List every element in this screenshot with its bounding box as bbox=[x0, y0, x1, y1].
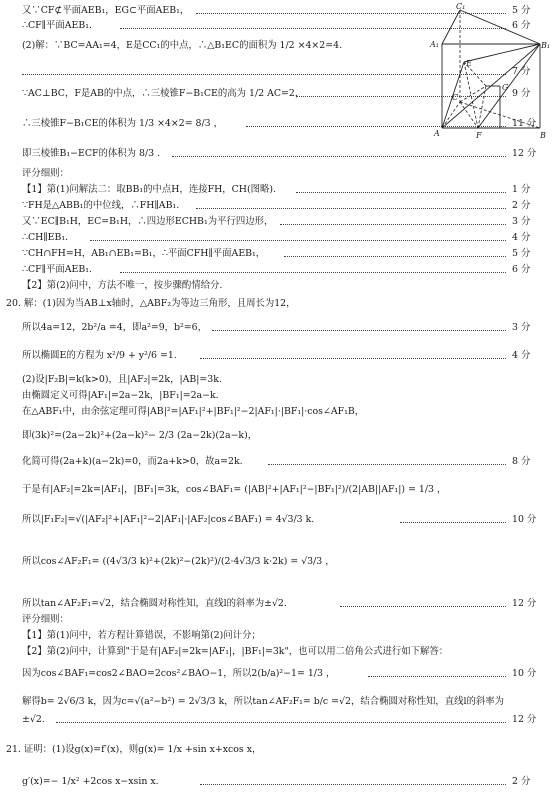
line-text: 【1】第(1)问中，若方程计算错误，不影响第(2)问计分； bbox=[22, 630, 261, 641]
leader-dots bbox=[284, 256, 506, 257]
line-text: 评分细则： bbox=[22, 168, 69, 179]
line-text: 因为cos∠BAF₁=cos2∠BAO=2cos²∠BAO−1，所以2(b/a)²−1= 1/3 ， bbox=[22, 668, 336, 679]
line-text: ∴三棱锥F−B₁CE的体积为 1/3 ×4×2= 8/3 ， bbox=[22, 118, 223, 129]
leader-dots bbox=[172, 156, 506, 157]
leader-dots bbox=[56, 722, 506, 723]
score-label: 5 分 bbox=[512, 248, 531, 259]
score-label: 6 分 bbox=[512, 20, 531, 31]
line-text: ±√2. bbox=[22, 714, 45, 725]
label-f: F bbox=[476, 131, 482, 140]
score-label: 1 分 bbox=[512, 184, 531, 195]
score-label: 3 分 bbox=[512, 322, 531, 333]
line-text: 【2】第(2)问中，计算到"于是有|AF₂|=2k=|AF₁|，|BF₁|=3k"，也可以用二倍角公式进行如下解答： bbox=[22, 646, 449, 657]
line-text: 所以tan∠AF₂F₁=√2，结合椭圆对称性知，直线l的斜率为±√2. bbox=[22, 598, 287, 609]
line-text: 所以4a=12，2b²/a =4，即a²=9，b²=6， bbox=[22, 322, 207, 333]
score-label: 6 分 bbox=[512, 264, 531, 275]
label-a: A bbox=[434, 129, 440, 138]
score-label: 7 分 bbox=[512, 66, 531, 77]
line-text: 由椭圆定义可得|AF₁|=2a−2k，|BF₁|=2a−k. bbox=[22, 390, 219, 401]
label-c: C bbox=[452, 93, 459, 102]
score-label: 12 分 bbox=[512, 714, 537, 725]
line-text: (2)解：∵BC=AA₁=4，E是CC₁的中点，∴△B₁EC的面积为 1/2 ×4×2=4. bbox=[22, 40, 343, 51]
leader-dots bbox=[368, 676, 506, 677]
line-text: 21. 证明：(1)设g(x)=f′(x)，则g(x)= 1/x +sin x+xcos x， bbox=[6, 744, 262, 755]
line-text: ∴CF∥平面AEB₁. bbox=[22, 20, 92, 31]
line-text: 所以|F₁F₂|=√(|AF₂|²+|AF₁|²−2|AF₁|·|AF₂|cos∠BAF₁) = 4√3/3 k. bbox=[22, 514, 315, 525]
score-label: 10 分 bbox=[512, 668, 537, 679]
line-text: ∵AC⊥BC，F是AB的中点，∴三棱锥F−B₁CE的高为 1/2 AC=2， bbox=[22, 88, 305, 99]
line-text: 即三棱锥B₁−ECF的体积为 8/3 . bbox=[22, 148, 161, 159]
line-text: ∴CF∥平面AEB₁. bbox=[22, 264, 92, 275]
line-text: 又∵CF⊄平面AEB₁，EG⊂平面AEB₁， bbox=[22, 5, 190, 16]
line-text: 评分细则： bbox=[22, 614, 69, 625]
label-b1: B₁ bbox=[541, 41, 551, 50]
leader-dots bbox=[296, 192, 506, 193]
label-g: G bbox=[502, 83, 509, 92]
line-text: 解得b= 2√6/3 k，因为c=√(a²−b²) = 2√3/3 k，所以tan∠AF₂F₁= b/c =√2，结合椭圆对称性知，直线l的斜率为 bbox=[22, 696, 504, 707]
line-text: 又∵EC∥B₁H，EC=B₁H，∴四边形ECHB₁为平行四边形， bbox=[22, 216, 274, 227]
leader-dots bbox=[280, 224, 506, 225]
line-text: 即(3k)²=(2a−2k)²+(2a−k)²− 2/3 (2a−2k)(2a−k)， bbox=[22, 430, 258, 441]
leader-dots bbox=[340, 606, 506, 607]
label-e: E bbox=[466, 59, 472, 68]
line-text: 20. 解：(1)因为当AB⊥x轴时，△ABF₂为等边三角形，且周长为12， bbox=[6, 298, 296, 309]
line-text: g′(x)=− 1/x² +2cos x−xsin x. bbox=[22, 776, 159, 787]
score-label: 8 分 bbox=[512, 456, 531, 467]
score-label: 12 分 bbox=[512, 598, 537, 609]
line-text: 化简可得(2a+k)(a−2k)=0，而2a+k>0，故a=2k. bbox=[22, 456, 243, 467]
line-text: 于是有|AF₂|=2k=|AF₁|，|BF₁|=3k，cos∠BAF₁= (|AB|²+|AF₁|²−|BF₁|²)/(2|AB||AF₁|) = 1/3 ， bbox=[22, 484, 447, 495]
leader-dots bbox=[120, 272, 506, 273]
line-text: 【1】第(1)问解法二：取BB₁的中点H，连接FH，CH(图略). bbox=[22, 184, 277, 195]
leader-dots bbox=[196, 208, 506, 209]
score-label: 12 分 bbox=[512, 148, 537, 159]
label-a1: A₁ bbox=[430, 40, 439, 49]
leader-dots bbox=[200, 784, 506, 785]
score-label: 4 分 bbox=[512, 232, 531, 243]
line-text: ∴CH∥EB₁. bbox=[22, 232, 69, 243]
score-label: 2 分 bbox=[512, 200, 531, 211]
leader-dots bbox=[200, 358, 506, 359]
score-label: 2 分 bbox=[512, 776, 531, 787]
score-label: 10 分 bbox=[512, 514, 537, 525]
score-label: 9 分 bbox=[512, 88, 531, 99]
label-c1: C₁ bbox=[456, 2, 466, 11]
line-text: ∵CH∩FH=H，AB₁∩EB₁=B₁，∴平面CFH∥平面AEB₁， bbox=[22, 248, 266, 259]
leader-dots bbox=[90, 240, 506, 241]
line-text: ∵FH是△ABB₁的中位线，∴FH∥AB₁. bbox=[22, 200, 180, 211]
prism-figure bbox=[416, 2, 551, 144]
leader-dots bbox=[400, 522, 506, 523]
score-label: 3 分 bbox=[512, 216, 531, 227]
line-text: 在△ABF₁中，由余弦定理可得|AB|²=|AF₁|²+|BF₁|²−2|AF₁|·|BF₁|·cos∠AF₁B， bbox=[22, 406, 365, 417]
score-label: 4 分 bbox=[512, 350, 531, 361]
leader-dots bbox=[268, 464, 506, 465]
score-label: 5 分 bbox=[512, 5, 531, 16]
score-label: 11 分 bbox=[512, 118, 537, 129]
line-text: 所以椭圆E的方程为 x²/9 + y²/6 =1. bbox=[22, 350, 177, 361]
line-text: (2)设|F₂B|=k(k>0)，且|AF₂|=2k，|AB|=3k. bbox=[22, 374, 222, 385]
leader-dots bbox=[212, 330, 506, 331]
line-text: 所以cos∠AF₂F₁= ((4√3/3 k)²+(2k)²−(2k)²)/(2·4√3/3 k·2k) = √3/3 ， bbox=[22, 556, 335, 567]
label-b: B bbox=[540, 131, 546, 140]
line-text: 【2】第(2)问中，方法不唯一，按步骤酌情给分. bbox=[22, 280, 223, 291]
